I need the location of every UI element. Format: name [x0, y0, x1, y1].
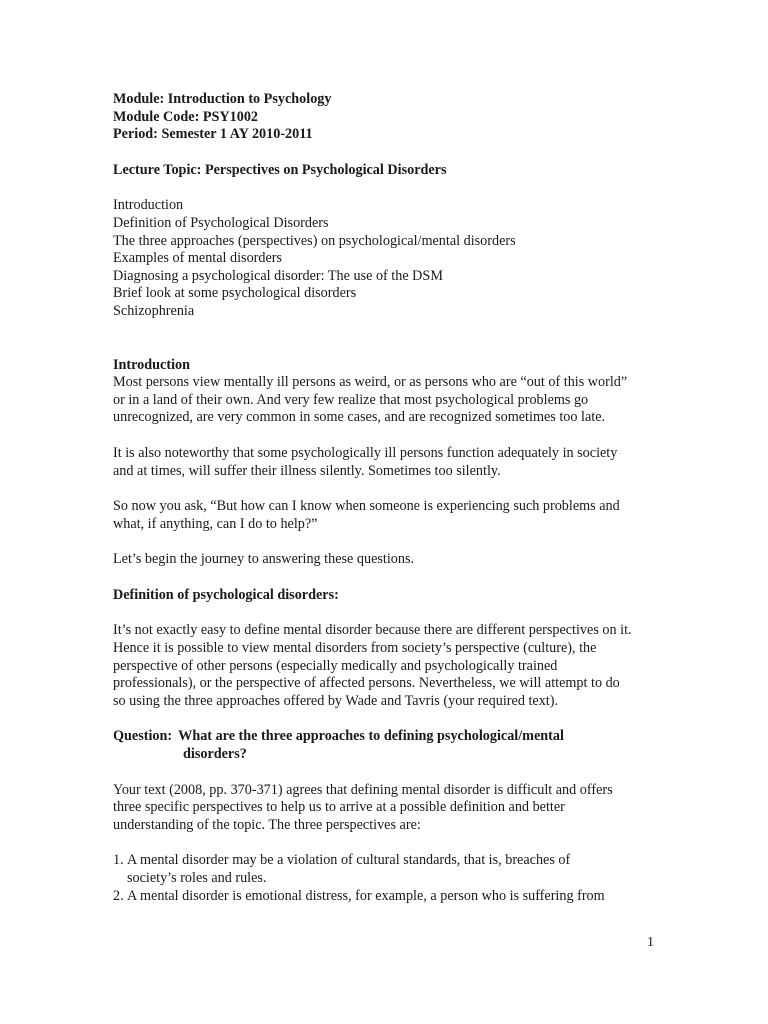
text-line: understanding of the topic. The three perspectives are:: [113, 816, 421, 833]
definition-heading: Definition of psychological disorders:: [113, 586, 339, 603]
text-line: A mental disorder is emotional distress, for example, a person who is suffering from: [127, 887, 605, 904]
introduction-paragraph: Let’s begin the journey to answering these questions.: [113, 551, 415, 568]
text-line: Your text (2008, pp. 370-371) agrees that defining mental disorder is difficult and offers: [113, 781, 613, 798]
text-line: perspective of other persons (especially medically and psychologically trained: [113, 657, 558, 674]
outline-item: Schizophrenia: [113, 302, 195, 319]
text-line: It’s not exactly easy to define mental disorder because there are different perspectives on it.: [113, 622, 632, 639]
text-line: so using the three approaches offered by Wade and Tavris (your required text).: [113, 692, 559, 709]
question-text: What are the three approaches to defining psychological/mental: [178, 728, 564, 745]
text-line: professionals), or the perspective of affected persons. Nevertheless, we will attempt to do: [113, 675, 620, 692]
text-line: society’s roles and rules.: [127, 870, 267, 886]
definition-paragraph: [113, 622, 673, 710]
introduction-paragraph: [113, 498, 673, 533]
module-period: Period: Semester 1 AY 2010-2011: [113, 126, 313, 143]
outline-item: Examples of mental disorders: [113, 250, 283, 267]
module-header: [113, 91, 673, 144]
outline-item: Definition of Psychological Disorders: [113, 214, 329, 231]
outline-item: Introduction: [113, 197, 184, 214]
text-line: Hence it is possible to view mental disorders from society’s perspective (culture), the: [113, 640, 597, 657]
list-item: [113, 888, 673, 906]
list-number: 1.: [113, 852, 124, 869]
outline-list: [113, 197, 673, 320]
module-title: Module: Introduction to Psychology: [113, 91, 332, 107]
module-code: Module Code: PSY1002: [113, 108, 259, 125]
text-line: or in a land of their own. And very few realize that most psychological problems go: [113, 391, 589, 408]
list-number: 2.: [113, 887, 124, 904]
introduction-paragraph: [113, 445, 673, 480]
page-number: 1: [647, 935, 654, 950]
perspectives-list: [113, 852, 673, 905]
lecture-topic: Lecture Topic: Perspectives on Psychological Disorders: [113, 161, 447, 178]
outline-item: Brief look at some psychological disorders: [113, 285, 357, 302]
outline-item: Diagnosing a psychological disorder: The use of the DSM: [113, 267, 443, 284]
text-line: unrecognized, are very common in some cases, and are recognized sometimes too late.: [113, 409, 606, 426]
text-line: and at times, will suffer their illness silently. Sometimes too silently.: [113, 462, 501, 479]
text-line: three specific perspectives to help us to arrive at a possible definition and better: [113, 799, 565, 816]
document-page: [113, 91, 673, 905]
text-line: A mental disorder may be a violation of cultural standards, that is, breaches of: [127, 852, 571, 869]
text-line: It is also noteworthy that some psychologically ill persons function adequately in society: [113, 444, 618, 461]
question-label: Question:: [113, 728, 173, 745]
list-item: [113, 852, 673, 887]
introduction-heading: Introduction: [113, 356, 190, 373]
outline-item: The three approaches (perspectives) on psychological/mental disorders: [113, 232, 516, 249]
question-continuation: disorders?: [183, 746, 247, 763]
introduction-paragraph: [113, 374, 673, 427]
question-block: [113, 728, 673, 763]
text-line: So now you ask, “But how can I know when someone is experiencing such problems and: [113, 498, 620, 515]
answer-paragraph: [113, 782, 673, 835]
text-line: Most persons view mentally ill persons as weird, or as persons who are “out of this world”: [113, 374, 628, 391]
text-line: what, if anything, can I do to help?”: [113, 515, 318, 532]
